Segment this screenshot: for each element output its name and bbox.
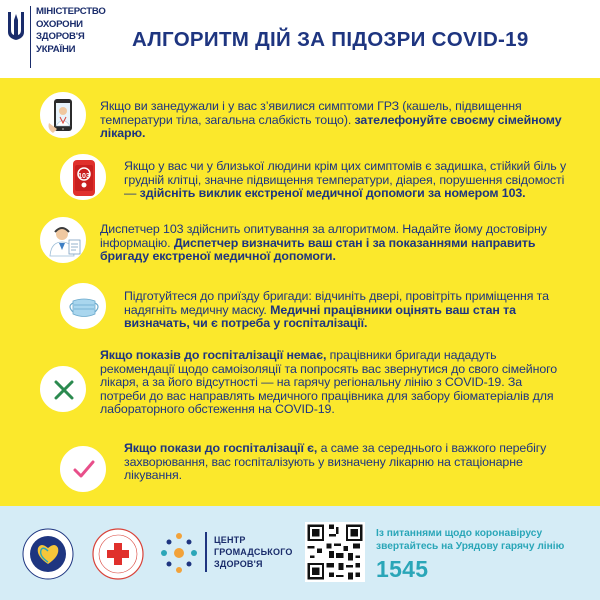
qr-code[interactable]	[305, 522, 365, 582]
ministry-separator	[30, 6, 31, 68]
page-title: АЛГОРИТМ ДІЙ ЗА ПІДОЗРИ COVID-19	[132, 28, 529, 51]
step-5-bold: Якщо показів до госпіталізації немає,	[100, 348, 327, 362]
step-5-body: працівники бригади нададуть рекомендації щодо самоізоляції та попросять вас звернутися до свого сімейного лікаря, а за його відсутності — на гарячу регіональну лінію з COVID-19. За потреби до вас направлять медичного працівника для забору біоматеріалів для лабораторного обстеження на COVID-19.	[100, 348, 558, 417]
step-2-bold: здійсніть виклик екстреної медичної допомоги за номером 103.	[139, 186, 526, 201]
footer	[0, 506, 600, 600]
step-3-text	[100, 223, 570, 264]
step-1-body: Якщо ви занедужали і у вас з’явилися симптоми ГРЗ (кашель, підвищення температури тіла, загальна слабкість тощо).	[100, 99, 522, 127]
hotline-number[interactable]: 1545	[376, 556, 429, 582]
step-4-text	[124, 290, 570, 331]
step-6-body: а саме за середнього і важкого перебігу захворювання, вас госпіталізують у визначену лікарню на стаціонарне лікування.	[124, 441, 547, 483]
ministry-logo	[6, 6, 106, 68]
step-6-bold: Якщо покази до госпіталізації є,	[124, 441, 318, 455]
phone-103-icon	[60, 154, 106, 200]
public-health-center-logo	[158, 530, 200, 576]
cross-mark-icon	[40, 366, 86, 412]
trident-icon	[6, 10, 26, 42]
ministry-line: УКРАЇНИ	[36, 43, 76, 55]
cgz-line: ЗДОРОВ'Я	[214, 559, 263, 569]
cgz-line: ГРОМАДСЬКОГО	[214, 547, 293, 557]
step-5-text	[100, 349, 570, 417]
cgz-line: ЦЕНТР	[214, 535, 246, 545]
step-3-body: Диспетчер 103 здійснить опитування за алгоритмом. Надайте йому достовірну інформацію.	[100, 222, 547, 250]
ministry-line: ЗДОРОВ'Я	[36, 31, 85, 43]
step-3-bold: Диспетчер визначить ваш стан і за показаннями направить бригаду екстреної медичної допомоги.	[100, 235, 536, 264]
step-2-text	[124, 160, 570, 201]
step-1-bold: зателефонуйте своєму сімейному лікарю.	[100, 112, 562, 141]
phone-doctor-icon	[40, 92, 86, 138]
step-4-body: Підготуйтеся до приїзду бригади: відчиніть двері, провітріть приміщення та надягніть медичну маску.	[124, 289, 549, 317]
badge-103: 103	[78, 173, 90, 180]
hotline-line: звертайтесь на Урядову гарячу лінію	[376, 540, 565, 552]
ministry-line: ОХОРОНИ	[36, 18, 83, 30]
step-1-text	[100, 100, 570, 141]
algorithm-steps	[0, 78, 600, 506]
hotline-info	[376, 528, 564, 553]
cgz-name	[214, 534, 293, 570]
step-6-text	[124, 442, 570, 483]
step-2-body: Якщо у вас чи у близької людини крім цих симптомів є задишка, стійкий біль у грудній клітці, значне підвищення температури, діарея, порушення свідомості —	[124, 159, 567, 201]
dispatcher-icon	[40, 217, 86, 263]
medical-mask-icon	[60, 283, 106, 329]
step-4-bold: Медичні працівники оцінять ваш стан та визначать, чи є потреба у госпіталізації.	[124, 302, 516, 331]
ministry-name	[36, 6, 114, 56]
check-mark-icon	[60, 446, 106, 492]
hotline-line: Із питаннями щодо коронавірусу	[376, 528, 543, 539]
ministry-line: МІНІСТЕРСТВО	[36, 6, 106, 17]
cgz-separator	[205, 532, 207, 572]
header	[0, 0, 600, 78]
heart-emblem-logo	[22, 528, 74, 580]
red-cross-logo	[92, 528, 144, 580]
